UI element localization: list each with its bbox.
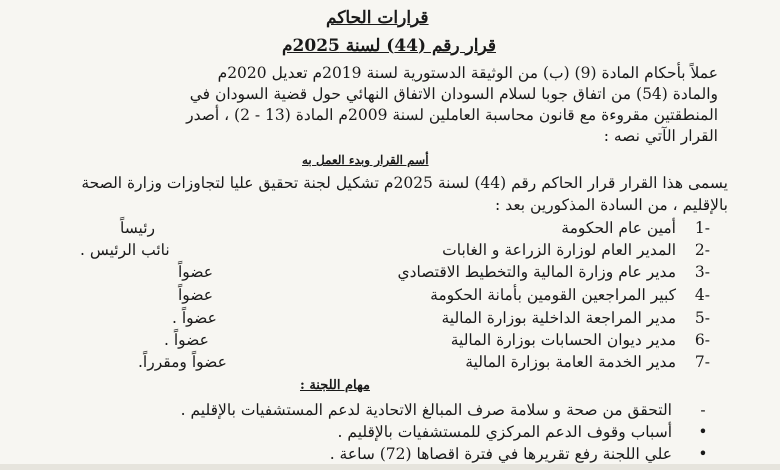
- task-item: [338, 423, 710, 441]
- preamble-line-2: والمادة (54) من اتفاق جوبا لسلام السودان الاتفاق النهائي حول قضية السودان في: [189, 85, 718, 103]
- member-number: 2-: [694, 241, 710, 259]
- section-heading-name: أسم القرار وبدء العمل به: [302, 153, 429, 167]
- member-role: عضواً .: [164, 331, 209, 349]
- member-name: أمين عام الحكومة: [561, 219, 676, 237]
- member-name: مدير عام وزارة المالية والتخطيط الاقتصادي: [397, 263, 676, 281]
- member-name: مدير ديوان الحسابات بوزارة المالية: [450, 331, 676, 349]
- member-name: مدير المراجعة الداخلية بوزارة المالية: [441, 309, 676, 327]
- member-role: نائب الرئيس .: [80, 241, 170, 259]
- member-row: [60, 309, 710, 331]
- member-row: [60, 263, 710, 285]
- preamble-line-1: عملاً بأحكام المادة (9) (ب) من الوثيقة الدستورية لسنة 2019م تعديل 2020م: [217, 64, 718, 82]
- section1-line-2: بالإقليم ، من السادة المذكورين بعد :: [495, 196, 728, 214]
- member-role: عضواً ومقرراً.: [138, 353, 227, 371]
- member-name: كبير المراجعين القومين بأمانة الحكومة: [430, 286, 676, 304]
- member-role: رئيساً: [120, 219, 156, 237]
- task-item: [330, 445, 710, 463]
- member-name: المدير العام لوزارة الزراعة و الغابات: [442, 241, 676, 259]
- preamble-line-3: المنطقتين مقروءة مع قانون محاسبة العاملين لسنة 2009م المادة (13 - 2) ، أصدر: [186, 106, 718, 124]
- member-role: عضواً: [178, 286, 214, 304]
- member-row: [60, 241, 710, 263]
- section-heading-tasks: مهام اللجنة :: [300, 378, 370, 393]
- bullet-marker: •: [698, 445, 708, 463]
- preamble-line-4: القرار الآتي نصه :: [603, 127, 718, 145]
- member-name: مدير الخدمة العامة بوزارة المالية: [465, 353, 676, 371]
- member-number: 1-: [694, 219, 710, 237]
- member-number: 5-: [694, 309, 710, 327]
- member-row: [60, 286, 710, 308]
- member-number: 3-: [694, 263, 710, 281]
- member-role: عضواً: [178, 263, 214, 281]
- task-text: علي اللجنة رفع تقريرها في فترة اقصاها (72) ساعة .: [329, 445, 672, 463]
- scan-edge: [0, 464, 780, 470]
- decision-number-title: قرار رقم (44) لسنة 2025م: [282, 36, 496, 56]
- task-item: [181, 401, 710, 419]
- member-number: 7-: [694, 353, 710, 371]
- member-role: عضواً .: [172, 309, 217, 327]
- document-title: قرارات الحاكم: [326, 8, 429, 28]
- member-number: 6-: [694, 331, 710, 349]
- member-number: 4-: [694, 286, 710, 304]
- member-row: [60, 219, 710, 241]
- task-text: التحقق من صحة و سلامة صرف المبالغ الاتحادية لدعم المستشفيات بالإقليم .: [180, 401, 672, 419]
- bullet-marker: •: [698, 423, 708, 441]
- section1-line-1: يسمى هذا القرار قرار الحاكم رقم (44) لسنة 2025م تشكيل لجنة تحقيق عليا لتجاوزات وزارة الصحة: [81, 174, 728, 192]
- member-row: [60, 353, 710, 375]
- task-text: أسباب وقوف الدعم المركزي للمستشفيات بالإقليم .: [337, 423, 672, 441]
- member-row: [60, 331, 710, 353]
- bullet-marker: -: [700, 401, 706, 419]
